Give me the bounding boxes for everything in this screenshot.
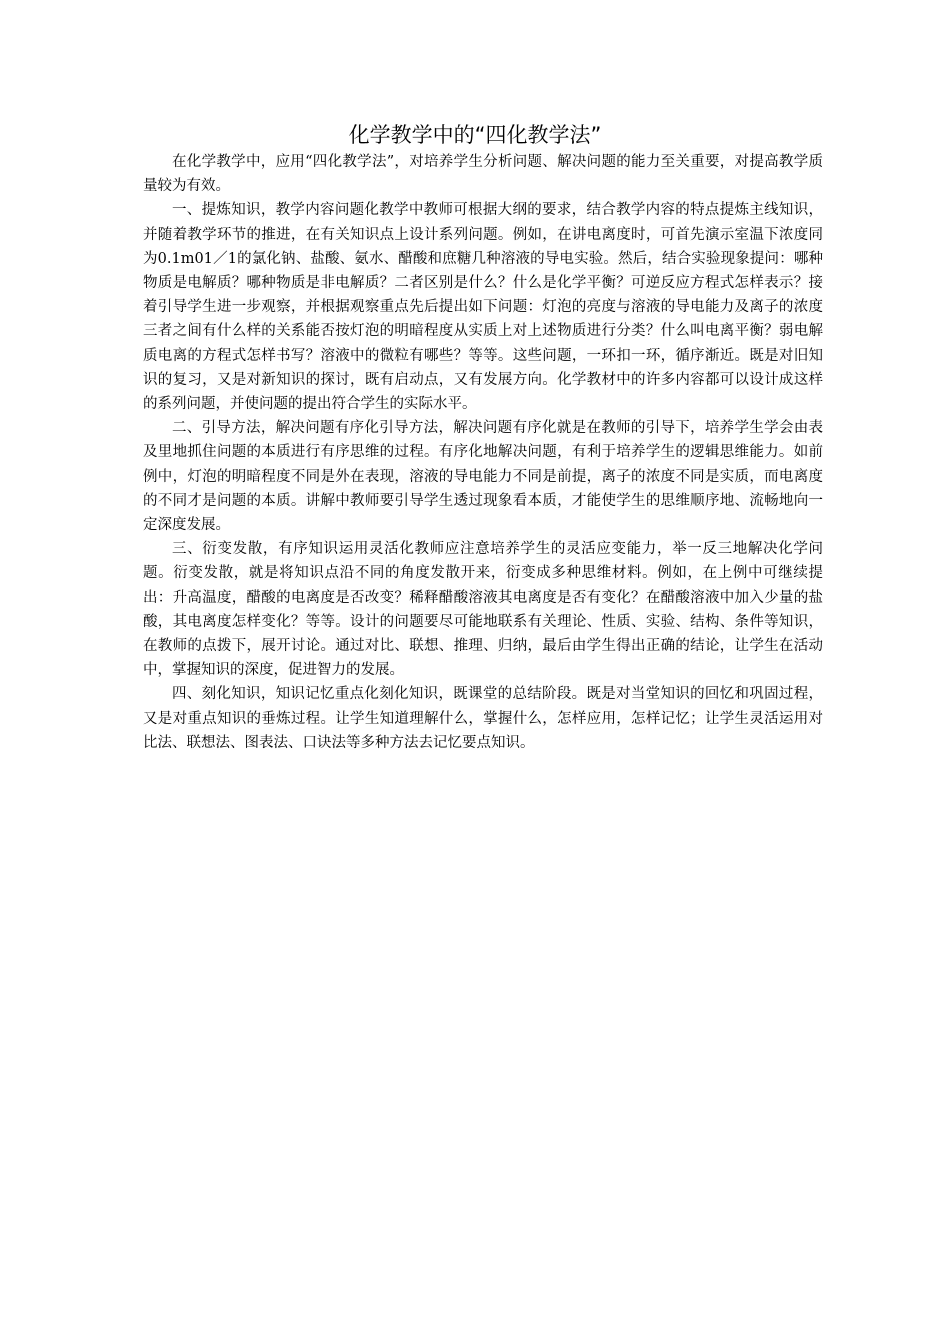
paragraph-section-1: 一、提炼知识，教学内容问题化教学中教师可根据大纲的要求，结合教学内容的特点提炼主线知识，并随着教学环节的推进，在有关知识点上设计系列问题。例如，在讲电离度时，可首先演示室温下浓度同为0.1m01／1的氯化钠、盐酸、氨水、醋酸和庶糖几种溶液的导电实验。然后，结合实验现象提问：哪种物质是电解质？哪种物质是非电解质？二者区别是什么？什么是化学平衡？可逆反应方程式怎样表示？接着引导学生进一步观察，并根据观察重点先后提出如下问题：灯泡的亮度与溶液的导电能力及离子的浓度三者之间有什么样的关系能否按灯泡的明暗程度从实质上对上述物质进行分类？什么叫电离平衡？弱电解质电离的方程式怎样书写？溶液中的微粒有哪些？等等。这些问题，一环扣一环，循序渐近。既是对旧知识的复习，又是对新知识的探讨，既有启动点，又有发展方向。化学教材中的许多内容都可以设计成这样的系列问题，并使问题的提出符合学生的实际水平。 bbox=[143, 202, 823, 413]
paragraph-intro: 在化学教学中，应用“四化教学法”，对培养学生分析问题、解决问题的能力至关重要，对提高教学质量较为有效。 bbox=[143, 154, 823, 195]
paragraph-section-2: 二、引导方法，解决问题有序化引导方法，解决问题有序化就是在教师的引导下，培养学生学会由表及里地抓住问题的本质进行有序思维的过程。有序化地解决问题，有利于培养学生的逻辑思维能力。如前例中，灯泡的明暗程度不同是外在表现，溶液的导电能力不同是前提，离子的浓度不同是实质，而电离度的不同才是问题的本质。讲解中教师要引导学生透过现象看本质，才能使学生的思维顺序地、流畅地向一定深度发展。 bbox=[143, 420, 823, 534]
paragraph-section-4: 四、刻化知识，知识记忆重点化刻化知识，既课堂的总结阶段。既是对当堂知识的回忆和巩固过程，又是对重点知识的垂炼过程。让学生知道理解什么，掌握什么，怎样应用，怎样记忆；让学生灵活运用对比法、联想法、图表法、口诀法等多种方法去记忆要点知识。 bbox=[143, 686, 823, 751]
document-body bbox=[143, 150, 823, 755]
paragraph-section-3: 三、衍变发散，有序知识运用灵活化教师应注意培养学生的灵活应变能力，举一反三地解决化学问题。衍变发散，就是将知识点沿不同的角度发散开来，衍变成多种思维材料。例如，在上例中可继续提出：升高温度，醋酸的电离度是否改变？稀释醋酸溶液其电离度是否有变化？在醋酸溶液中加入少量的盐酸，其电离度怎样变化？等等。设计的问题要尽可能地联系有关理论、性质、实验、结构、条件等知识，在教师的点拨下，展开讨论。通过对比、联想、推理、归纳，最后由学生得出正确的结论，让学生在活动中，掌握知识的深度，促进智力的发展。 bbox=[143, 541, 823, 679]
document-title: 化学教学中的“四化教学法” bbox=[348, 123, 602, 147]
